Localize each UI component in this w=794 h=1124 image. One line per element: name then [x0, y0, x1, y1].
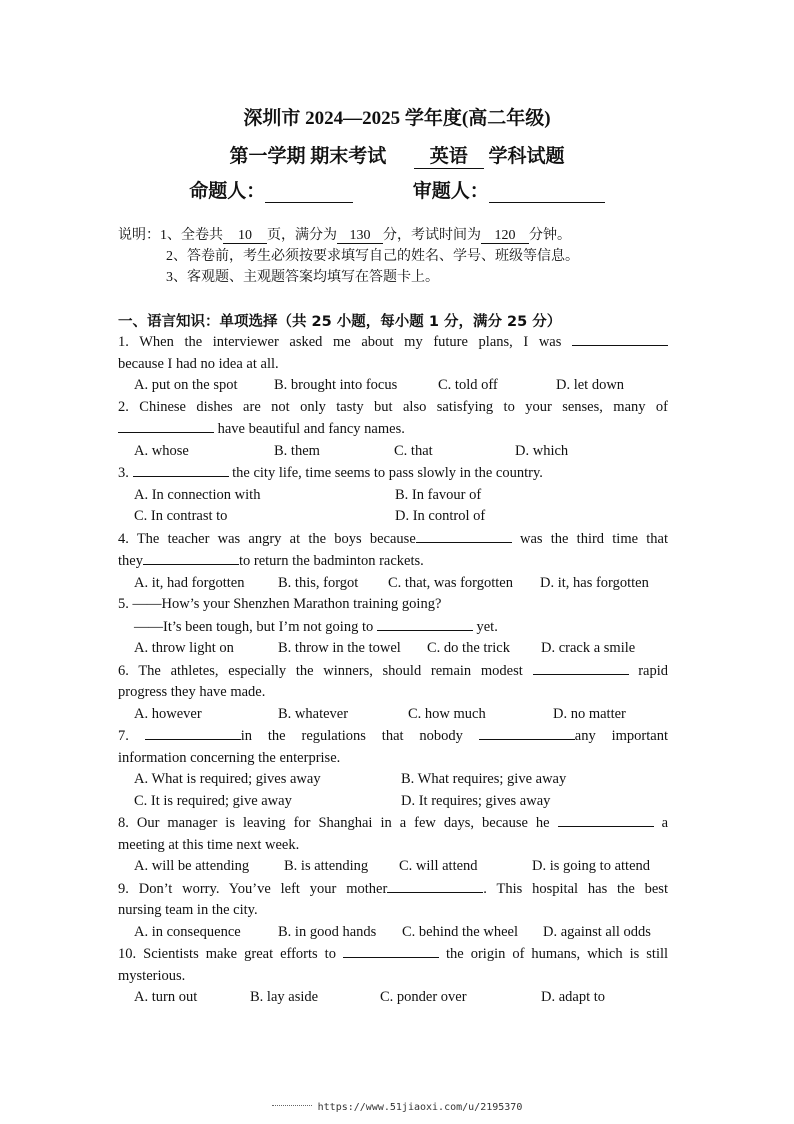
option-c: C. how much [408, 705, 486, 722]
footer-mark [272, 1105, 312, 1110]
option-d: D. it, has forgotten [540, 574, 649, 591]
instruction-1: 说明：1、全卷共 10 页，满分为 130 分，考试时间为 120 分钟。 [118, 228, 571, 243]
option-c: C. that, was forgotten [388, 574, 513, 591]
question-9-line1: 9. Don’t worry. You’ve left your mother . This hospital has the best [118, 878, 668, 901]
question-2-line2: have beautiful and fancy names. [118, 418, 668, 441]
author-label: 命题人： [189, 181, 266, 202]
question-10-line1: 10. Scientists make great efforts to the origin of humans, which is still [118, 943, 668, 966]
question-3-options-row1 [118, 485, 668, 507]
option-b: B. What requires; give away [401, 771, 567, 787]
author-line [0, 176, 794, 203]
answer-blank [416, 528, 512, 543]
footer [0, 1102, 794, 1113]
answer-blank [145, 725, 241, 740]
answer-blank [479, 725, 575, 740]
option-d: D. which [515, 442, 569, 459]
question-8-line1: 8. Our manager is leaving for Shanghai in a few days, because he a [118, 812, 668, 835]
question-5-line1: 5. ——How’s your Shenzhen Marathon training going? [118, 596, 442, 612]
option-a: A. turn out [134, 989, 198, 1005]
option-d: D. adapt to [541, 989, 606, 1005]
option-d: D. crack a smile [541, 640, 636, 656]
subtitle-suffix: 学科试题 [488, 146, 565, 167]
question-2-line1: 2. Chinese dishes are not only tasty but also satisfying to your senses, many of [118, 398, 668, 415]
answer-blank [343, 943, 439, 958]
question-6-line1: 6. The athletes, especially the winners, should remain modest rapid [118, 660, 668, 683]
question-4-line1: 4. The teacher was angry at the boys because was the third time that [118, 528, 668, 551]
full-score: 130 [337, 228, 383, 244]
question-list [118, 331, 668, 1009]
reviewer-blank [489, 182, 605, 203]
answer-blank [558, 812, 654, 827]
option-a: A. throw light on [134, 640, 234, 656]
question-7-line1: 7. in the regulations that nobody any important [118, 725, 668, 748]
reviewer-label: 审题人： [412, 181, 489, 202]
instruction-3: 3、客观题、主观题答案均填写在答题卡上。 [166, 270, 439, 285]
question-6-options [118, 704, 668, 726]
answer-blank [572, 331, 668, 346]
option-c: C. do the trick [427, 640, 510, 656]
option-c: C. ponder over [380, 989, 467, 1005]
option-a: A. What is required; gives away [134, 771, 321, 787]
option-b: B. this, forgot [278, 574, 359, 591]
question-9-options [118, 922, 668, 944]
footer-url[interactable]: https://www.51jiaoxi.com/u/2195370 [317, 1102, 523, 1113]
answer-blank [377, 616, 473, 631]
option-c: C. will attend [399, 858, 478, 874]
subtitle-term: 第一学期 期末考试 [229, 146, 387, 167]
option-b: B. lay aside [250, 989, 319, 1005]
option-b: B. brought into focus [274, 377, 398, 393]
answer-blank [133, 462, 229, 477]
instruction-2: 2、答卷前，考生必须按要求填写自己的姓名、学号、班级等信息。 [166, 249, 579, 264]
question-10-line2: mysterious. [118, 967, 186, 984]
option-c: C. told off [438, 377, 498, 393]
option-c: C. It is required; give away [134, 792, 292, 809]
question-3-options-row2 [118, 506, 668, 528]
question-8-line2: meeting at this time next week. [118, 836, 300, 853]
question-2-options [118, 441, 668, 463]
answer-blank [143, 550, 239, 565]
question-8-options [118, 856, 668, 878]
option-a: A. put on the spot [134, 377, 238, 393]
option-b: B. in good hands [278, 923, 377, 940]
question-1-options [118, 375, 668, 397]
option-c: C. In contrast to [134, 508, 228, 524]
question-7-line2: information concerning the enterprise. [118, 749, 341, 766]
page-count: 10 [223, 228, 267, 244]
question-4-options [118, 573, 668, 595]
option-d: D. no matter [553, 705, 626, 722]
exam-title: 深圳市 2024—2025 学年度(高二年级) [243, 108, 551, 129]
question-1-line1: 1. When the interviewer asked me about my future plans, I was [118, 331, 668, 354]
answer-blank [118, 418, 214, 433]
question-6-line2: progress they have made. [118, 684, 266, 700]
option-d: D. is going to attend [532, 858, 651, 874]
question-5-line2: ——It’s been tough, but I’m not going to yet. [118, 616, 668, 639]
answer-blank [387, 878, 483, 893]
question-9-line2: nursing team in the city. [118, 902, 258, 918]
option-c: C. that [394, 442, 433, 459]
exam-subtitle [0, 141, 794, 169]
option-a: A. however [134, 705, 202, 722]
instructions [118, 225, 579, 288]
option-d: D. against all odds [543, 923, 651, 940]
question-7-options-row1 [118, 769, 668, 791]
option-a: A. in consequence [134, 923, 241, 940]
question-10-options [118, 987, 668, 1009]
question-7-options-row2 [118, 791, 668, 813]
option-b: B. In favour of [395, 486, 482, 503]
question-5-options [118, 638, 668, 660]
subject-name: 英语 [414, 146, 484, 169]
option-d: D. let down [556, 377, 625, 393]
option-d: D. It requires; gives away [401, 792, 551, 809]
question-1-line2: because I had no idea at all. [118, 355, 279, 372]
option-c: C. behind the wheel [402, 923, 518, 940]
option-b: B. whatever [278, 705, 349, 722]
option-a: A. whose [134, 442, 189, 459]
option-a: A. will be attending [134, 858, 250, 874]
exam-duration: 120 [481, 228, 529, 244]
option-d: D. In control of [395, 508, 486, 524]
question-3-line1: 3. the city life, time seems to pass slowly in the country. [118, 462, 668, 485]
question-4-line2: they to return the badminton rackets. [118, 550, 668, 573]
option-a: A. it, had forgotten [134, 574, 245, 591]
option-b: B. throw in the towel [278, 640, 401, 656]
option-a: A. In connection with [134, 486, 261, 503]
author-blank [265, 182, 353, 203]
answer-blank [533, 660, 629, 675]
option-b: B. them [274, 442, 320, 459]
section-title: 一、语言知识：单项选择（共 25 小题，每小题 1 分，满分 25 分） [118, 314, 562, 330]
option-b: B. is attending [284, 858, 369, 874]
